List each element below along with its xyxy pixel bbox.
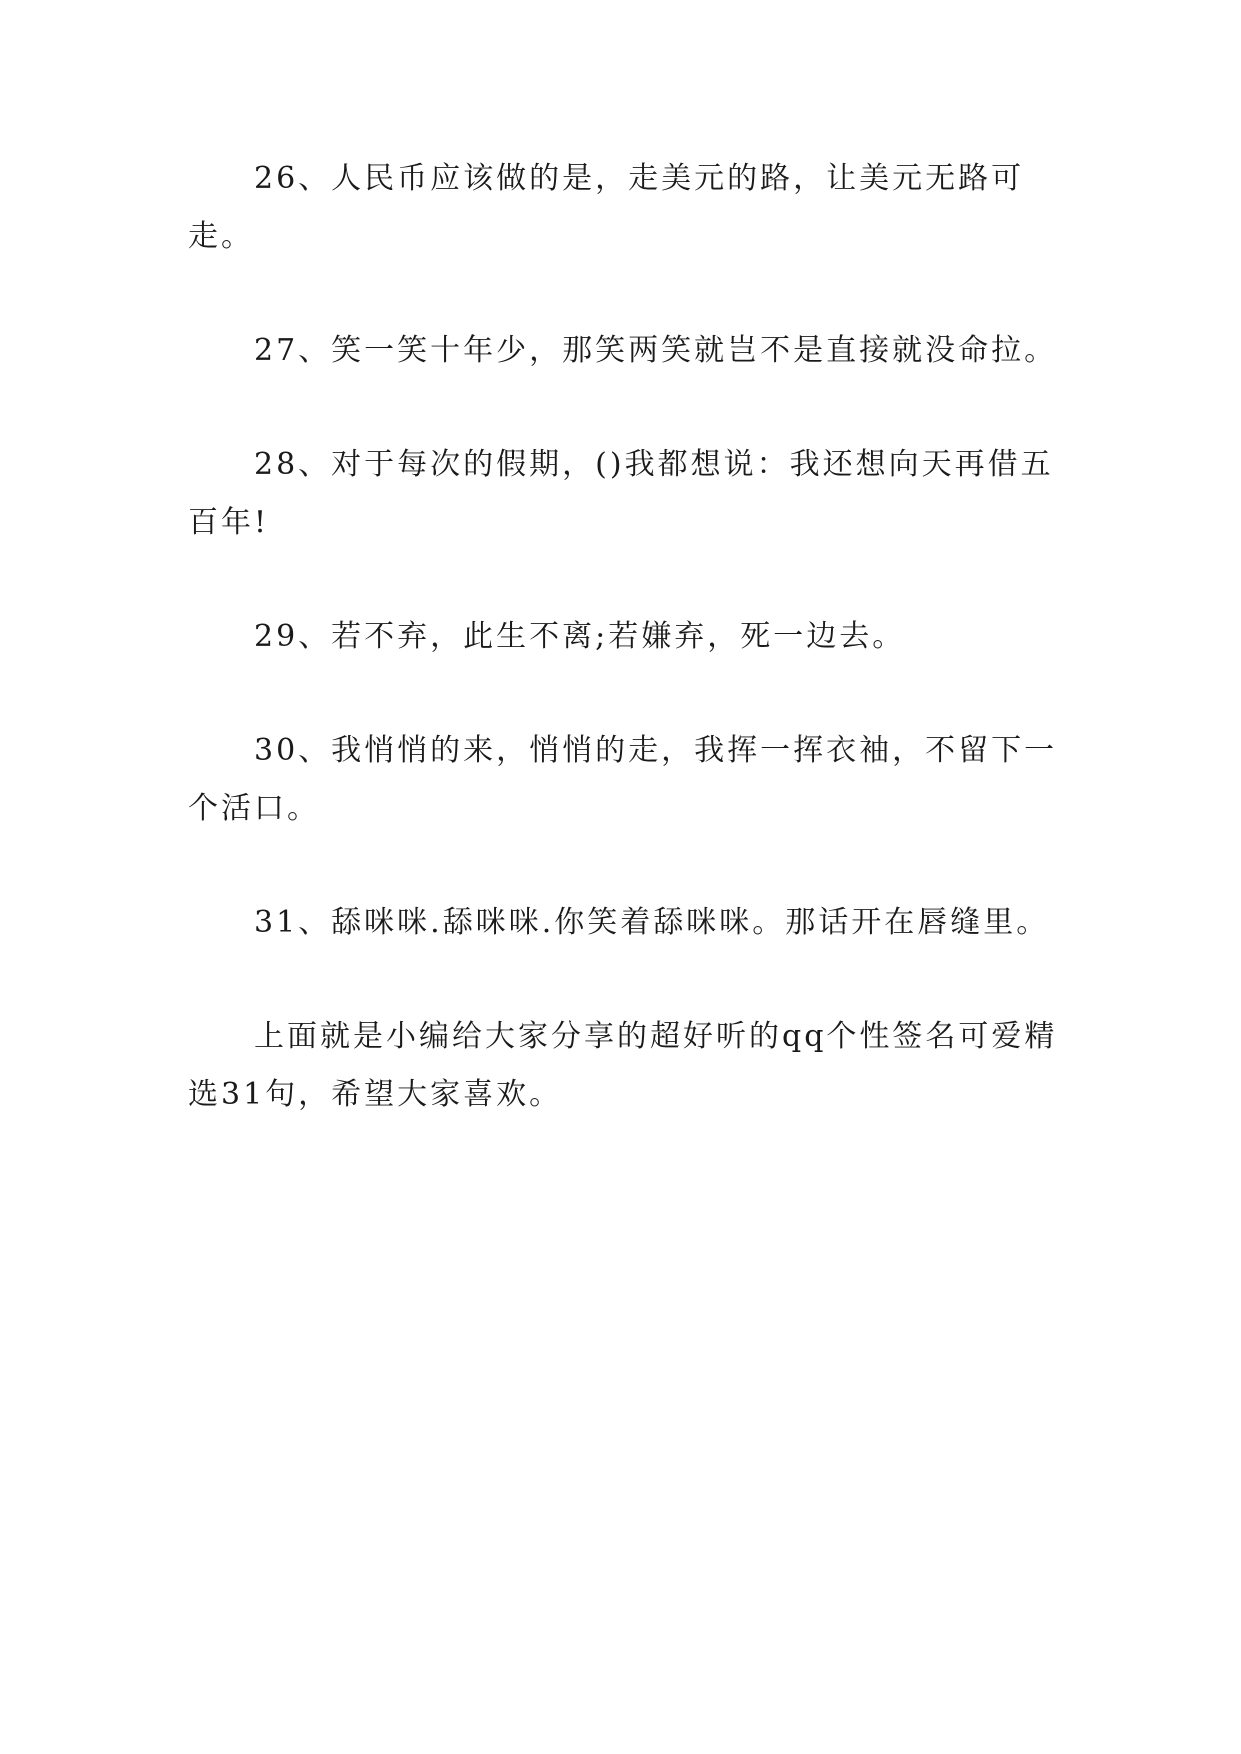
paragraph-27: 27、笑一笑十年少，那笑两笑就岂不是直接就没命拉。 [254, 333, 1058, 368]
document-body [188, 150, 1058, 1180]
paragraph-28: 28、对于每次的假期，()我都想说：我还想向天再借五百年! [188, 447, 1054, 540]
closing-paragraph: 上面就是小编给大家分享的超好听的qq个性签名可爱精选31句，希望大家喜欢。 [188, 1019, 1058, 1112]
paragraph-26: 26、人民币应该做的是，走美元的路，让美元无路可走。 [188, 161, 1025, 254]
paragraph-29: 29、若不弃，此生不离;若嫌弃，死一边去。 [254, 619, 906, 654]
paragraph-30: 30、我悄悄的来，悄悄的走，我挥一挥衣袖，不留下一个活口。 [188, 733, 1058, 826]
paragraph-31: 31、舔咪咪.舔咪咪.你笑着舔咪咪。那话开在唇缝里。 [254, 905, 1050, 940]
